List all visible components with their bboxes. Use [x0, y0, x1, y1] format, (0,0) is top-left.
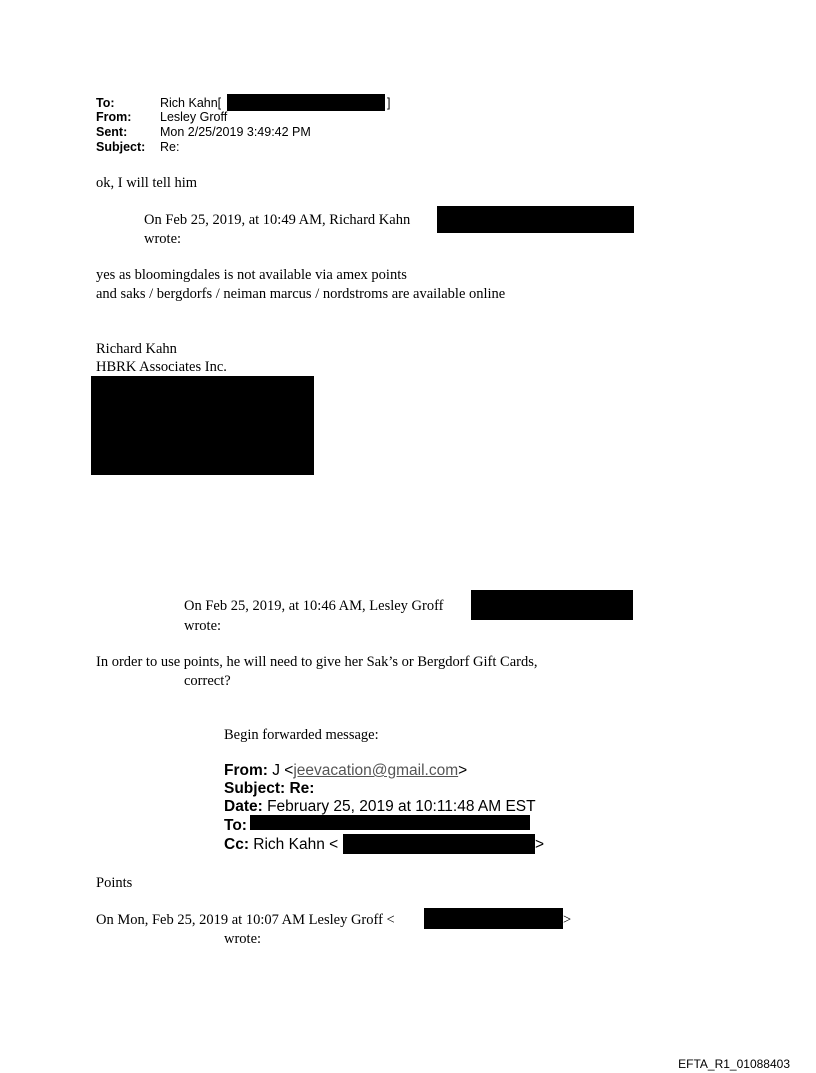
redaction-bar [437, 206, 634, 233]
forwarded-intro: Begin forwarded message: [224, 727, 379, 743]
quote-wrote: wrote: [224, 931, 262, 947]
message-line: Points [96, 875, 133, 891]
header-from-row [96, 111, 416, 125]
header-to-label: To: [96, 96, 115, 110]
redaction-block [91, 376, 314, 475]
forwarded-from-name: J < [272, 762, 294, 779]
forwarded-cc-label: Cc: [224, 836, 249, 853]
message-line: In order to use points, he will need to give her Sak’s or Bergdorf Gift Cards, [96, 654, 538, 670]
reply-text: ok, I will tell him [96, 175, 198, 191]
quote-wrote: wrote: [184, 618, 222, 634]
header-subject-row [96, 141, 416, 155]
forwarded-from-label: From: [224, 762, 268, 779]
quote-wrote: wrote: [144, 231, 182, 247]
forwarded-cc-value: Rich Kahn < [253, 836, 339, 853]
quote-attribution: On Feb 25, 2019, at 10:49 AM, Richard Kahn [144, 212, 411, 228]
quote-attribution: On Mon, Feb 25, 2019 at 10:07 AM Lesley Groff < [96, 912, 395, 928]
forwarded-to-row [224, 817, 247, 836]
redaction-bar [250, 815, 530, 830]
forwarded-cc-row [224, 836, 338, 855]
forwarded-date-row [224, 798, 536, 817]
header-sent-row [96, 126, 416, 140]
header-sent-label: Sent: [96, 125, 128, 139]
message-line: and saks / bergdorfs / neiman marcus / nordstroms are available online [96, 286, 506, 302]
document-id: EFTA_R1_01088403 [678, 1057, 790, 1071]
forwarded-from-email-link[interactable]: jeevacation@gmail.com [293, 762, 459, 779]
header-subject-label: Subject: [96, 140, 146, 154]
signature-name: Richard Kahn [96, 341, 177, 357]
forwarded-from-close: > [458, 762, 468, 779]
forwarded-subject-value: Re: [289, 780, 315, 797]
header-sent-value: Mon 2/25/2019 3:49:42 PM [160, 125, 311, 139]
message-line: correct? [184, 673, 231, 689]
message-line: yes as bloomingdales is not available via amex points [96, 267, 407, 283]
header-to-value: Rich Kahn[ [160, 96, 222, 110]
forwarded-from-row [224, 762, 467, 781]
header-from-label: From: [96, 110, 132, 124]
forwarded-date-label: Date: [224, 798, 263, 815]
quote-attribution: On Feb 25, 2019, at 10:46 AM, Lesley Groff [184, 598, 444, 614]
header-from-value: Lesley Groff [160, 110, 228, 124]
header-to-close: ] [387, 96, 391, 110]
forwarded-to-label: To: [224, 817, 247, 834]
redaction-bar [471, 590, 633, 620]
header-subject-value: Re: [160, 140, 180, 154]
redaction-bar [343, 834, 535, 854]
forwarded-cc-close: > [535, 836, 545, 853]
forwarded-subject-label: Subject: [224, 780, 286, 797]
forwarded-subject-row [224, 780, 314, 799]
redaction-bar [424, 908, 563, 929]
signature-company: HBRK Associates Inc. [96, 359, 227, 375]
quote-attribution-close: > [563, 912, 572, 928]
forwarded-date-value: February 25, 2019 at 10:11:48 AM EST [267, 798, 536, 815]
redaction-bar [227, 94, 385, 111]
